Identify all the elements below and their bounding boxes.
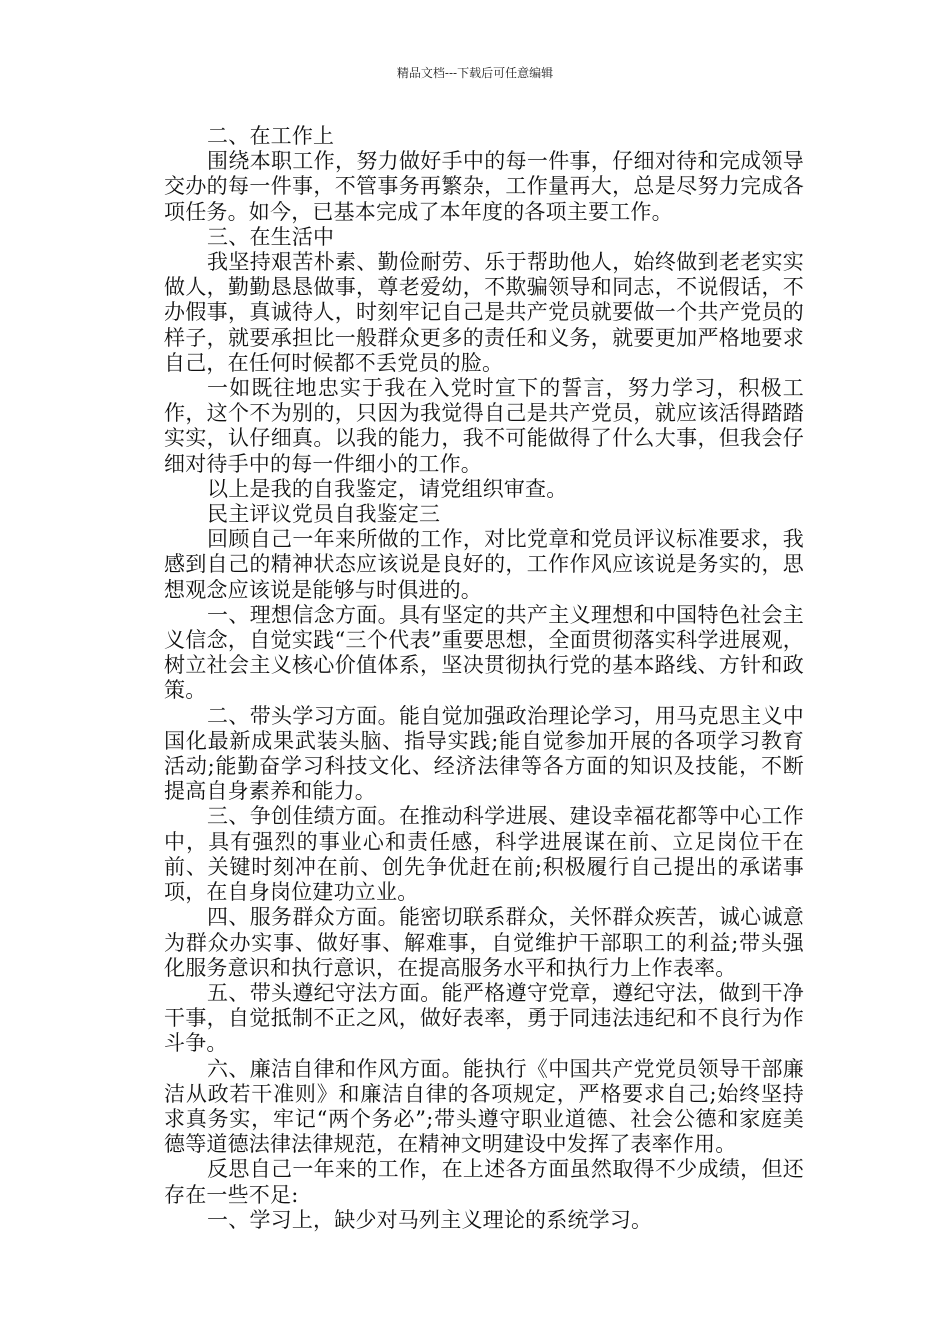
paragraph-study: 二、带头学习方面。能自觉加强政治理论学习，用马克思主义中国化最新成果武装头脑、指导实践;能自觉参加开展的各项学习教育活动;能勤奋学习科技文化、经济法律等各方面的知识及技能，不断提高自身素养和能力。 (164, 703, 804, 804)
section-heading-life: 三、在生活中 (207, 224, 335, 249)
paragraph-integrity: 六、廉洁自律和作风方面。能执行《中国共产党党员领导干部廉洁从政若干准则》和廉洁自律的各项规定，严格要求自己;始终坚持求真务实，牢记“两个务必”;带头遵守职业道德、社会公德和家庭美德等道德法律法律规范，在精神文明建设中发挥了表率作用。 (164, 1056, 804, 1157)
paragraph-review: 回顾自己一年来所做的工作，对比党章和党员评议标准要求，我感到自己的精神状态应该说是良好的，工作作风应该说是务实的，思想观念应该说是能够与时俱进的。 (164, 527, 804, 602)
paragraph-achievements: 三、争创佳绩方面。在推动科学进展、建设幸福花都等中心工作中，具有强烈的事业心和责任感，科学进展谋在前、立足岗位干在前、关键时刻冲在前、创先争优赶在前;积极履行自己提出的承诺事项，在自身岗位建功立业。 (164, 804, 804, 905)
paragraph-service: 四、服务群众方面。能密切联系群众，关怀群众疾苦，诚心诚意为群众办实事、做好事、解难事，自觉维护干部职工的利益;带头强化服务意识和执行意识，在提高服务水平和执行力上作表率。 (164, 905, 804, 980)
page-header: 精品文档---下载后可任意编辑 (396, 66, 554, 80)
paragraph-ideals: 一、理想信念方面。具有坚定的共产主义理想和中国特色社会主义信念，自觉实践“三个代表”重要思想，全面贯彻落实科学进展观，树立社会主义核心价值体系，坚决贯彻执行党的基本路线、方针和政策。 (164, 602, 804, 703)
paragraph-life: 我坚持艰苦朴素、勤俭耐劳、乐于帮助他人，始终做到老老实实做人，勤勤恳恳做事，尊老爱幼，不欺骗领导和同志，不说假话，不办假事，真诚待人，时刻牢记自己是共产党员就要做一个共产党员的样子，就要承担比一般群众更多的责任和义务，就要更加严格地要求自己，在任何时候都不丢党员的脸。 (164, 250, 804, 375)
paragraph-closing: 以上是我的自我鉴定，请党组织审查。 (207, 476, 568, 501)
section-heading-work: 二、在工作上 (207, 124, 335, 148)
paragraph-oath: 一如既往地忠实于我在入党时宣下的誓言，努力学习，积极工作，这个不为别的，只因为我觉得自己是共产党员，就应该活得踏踏实实，认仔细真。以我的能力，我不可能做得了什么大事，但我会仔细对待手中的每一件细小的工作。 (164, 376, 804, 476)
paragraph-shortcoming-study: 一、学习上，缺少对马列主义理论的系统学习。 (207, 1207, 653, 1232)
paragraph-law: 五、带头遵纪守法方面。能严格遵守党章，遵纪守法，做到干净干事，自觉抵制不正之风，做好表率，勇于同违法违纪和不良行为作斗争。 (164, 980, 804, 1056)
document-body (164, 124, 804, 1233)
section-title-appraisal-three: 民主评议党员自我鉴定三 (207, 502, 441, 527)
paragraph-reflection: 反思自己一年来的工作，在上述各方面虽然取得不少成绩，但还存在一些不足: (164, 1157, 804, 1207)
paragraph-work: 围绕本职工作，努力做好手中的每一件事，仔细对待和完成领导交办的每一件事，不管事务再繁杂，工作量再大，总是尽努力完成各项任务。如今，已基本完成了本年度的各项主要工作。 (164, 149, 804, 224)
